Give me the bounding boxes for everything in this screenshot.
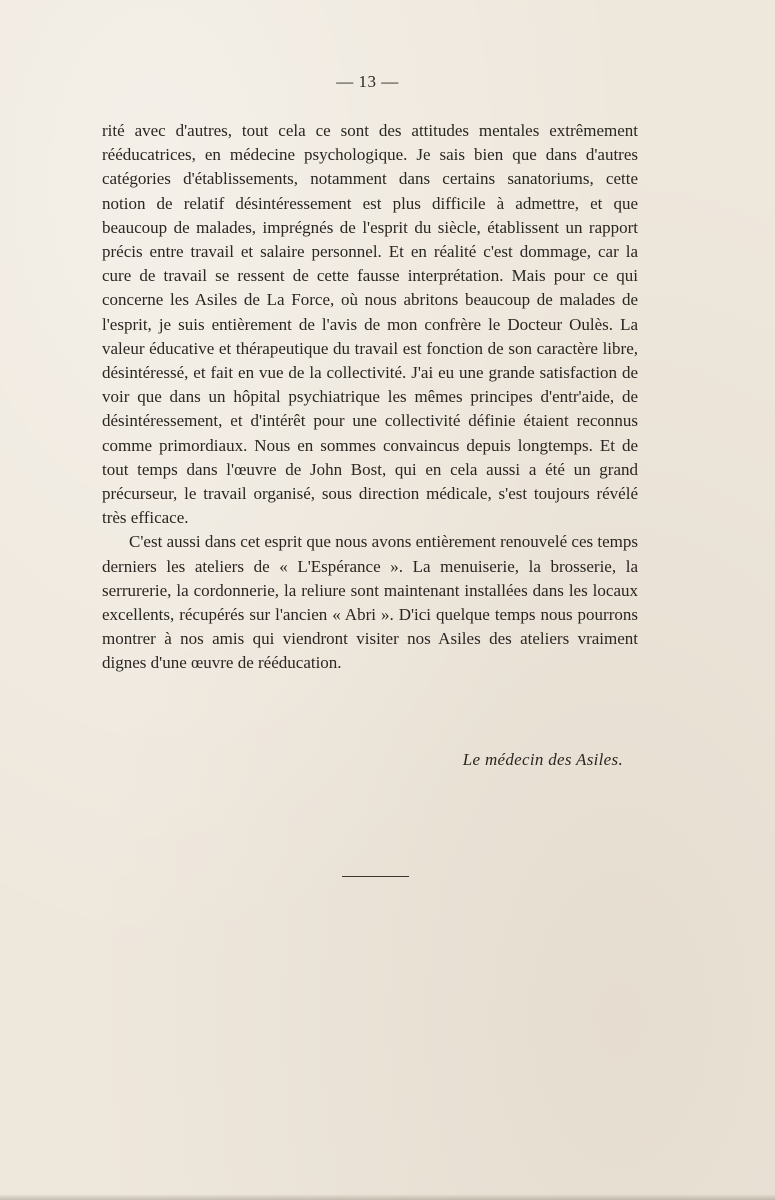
page-edge-shadow [0, 1194, 775, 1200]
body-text [102, 119, 638, 676]
paragraph-ateliers: C'est aussi dans cet esprit que nous avons entièrement renouvelé ces temps derniers les ateliers de « L'Espérance ». La menuiserie, la brosserie, la serrurerie, la cordonnerie, la reliure sont maintenant installées dans les locaux excellents, récupérés sur l'ancien « Abri ». D'ici quelque temps nous pourrons montrer à nos amis qui viendront visiter nos Asiles des ateliers vraiment dignes d'une œuvre de rééducation. [102, 532, 638, 673]
paragraph-continuation: rité avec d'autres, tout cela ce sont des attitudes mentales extrêmement rééducatrices, en médecine psychologique. Je sais bien que dans d'autres catégories d'établissements, notamment dans certains sanatoriums, cette notion de relatif désintéressement est plus difficile à admettre, et que beaucoup de malades, imprégnés de l'esprit du siècle, établissent un rapport précis entre travail et salaire personnel. Et en réalité c'est dommage, car la cure de travail se ressent de cette fausse interprétation. Mais pour ce qui concerne les Asiles de La Force, où nous abritons beaucoup de malades de l'esprit, je suis entièrement de l'avis de mon confrère le Docteur Oulès. La valeur éducative et thérapeutique du travail est fonction de son caractère libre, désintéressé, et fait en vue de la collectivité. J'ai eu une grande satisfaction de voir que dans un hôpital psychiatrique les mêmes principes d'entr'aide, de désintéressement, et d'intérêt pour une collectivité définie étaient reconnus comme primordiaux. Nous en sommes convaincus depuis longtemps. Et de tout temps dans l'œuvre de John Bost, qui en cela aussi a été un grand précurseur, le travail organisé, sous direction médicale, s'est toujours révélé très efficace. [102, 121, 638, 528]
end-divider [342, 876, 409, 877]
page-number: — 13 — [336, 72, 399, 91]
signature: Le médecin des Asiles. [462, 750, 623, 769]
